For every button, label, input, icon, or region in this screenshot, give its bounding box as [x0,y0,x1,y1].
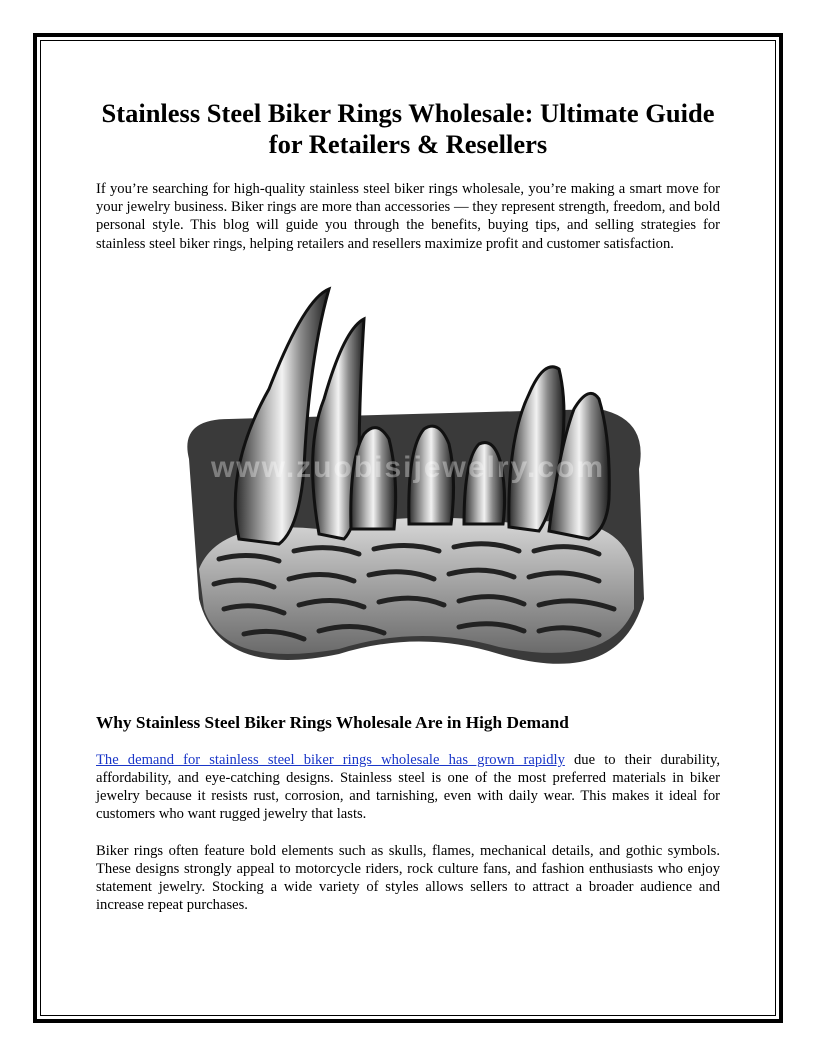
demand-article-link[interactable]: The demand for stainless steel biker rings wholesale has grown rapidly [96,751,565,768]
section-paragraph-1-text: due to their durability, affordability, and eye-catching designs. Stainless steel is one of the most preferred materials in biker jewelry because it resists rust, corrosion, and tarnishing, even with daily wear. This makes it ideal for customers who want rugged jewelry that lasts. [96,751,720,823]
section-paragraph-2: Biker rings often feature bold elements such as skulls, flames, mechanical details, and gothic symbols. These designs strongly appeal to motorcycle riders, rock culture fans, and fashion enthusiasts who enjoy statement jewelry. Stocking a wide variety of styles allows sellers to attract a broader audience and increase repeat purchases. [96,842,720,914]
section-heading: Why Stainless Steel Biker Rings Wholesale Are in High Demand [96,712,569,732]
biker-ring-image [119,269,697,689]
intro-paragraph: If you’re searching for high-quality stainless steel biker rings wholesale, you’re making a smart move for your jewelry business. Biker rings are more than accessories — they represent strength, freedom, and bold personal style. This blog will guide you through the benefits, buying tips, and selling strategies for stainless steel biker rings, helping retailers and resellers maximize profit and customer satisfaction. [96,181,720,252]
section-paragraph-1 [96,751,720,824]
document-body [96,96,720,914]
image-watermark: www.zuobisijewelry.com [210,450,606,484]
page-title: Stainless Steel Biker Rings Wholesale: Ultimate Guide for Retailers & Resellers [101,98,715,159]
